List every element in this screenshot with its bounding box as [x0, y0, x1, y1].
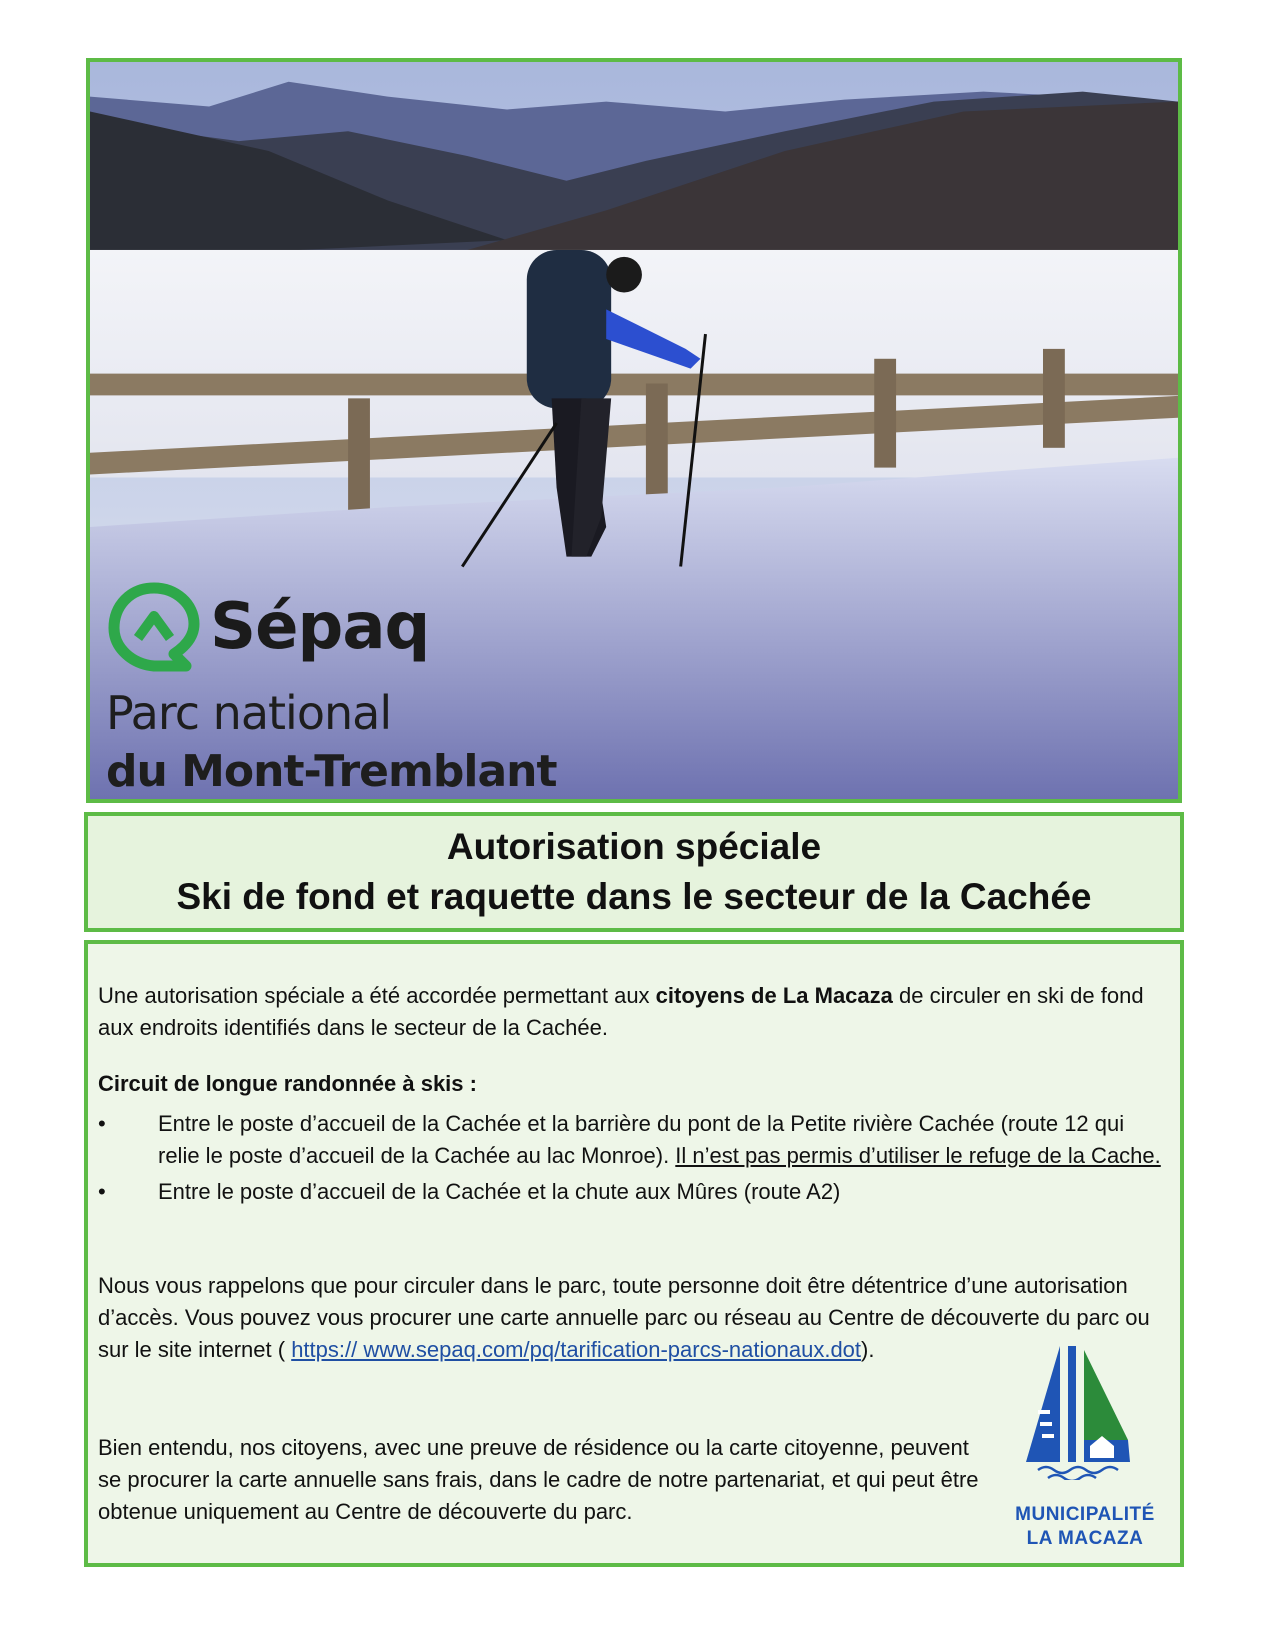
intro-paragraph	[98, 980, 1158, 1044]
refuge-warning: Il n’est pas permis d’utiliser le refuge de la Cache.	[675, 1143, 1161, 1168]
section-subheading: Circuit de longue randonnée à skis :	[98, 1071, 477, 1096]
intro-emphasis: citoyens de La Macaza	[655, 983, 893, 1008]
la-macaza-logo-icon	[1018, 1340, 1138, 1480]
access-text: Nous vous rappelons que pour circuler dans le parc, toute personne doit être détentrice d’une autorisation d’accès. Vous pouvez vous procurer une carte annuelle parc ou réseau au Centre de découverte du parc ou sur le site internet (	[98, 1273, 1150, 1362]
title-banner	[84, 812, 1184, 932]
trail-list	[98, 1108, 1168, 1212]
list-item-text: Entre le poste d’accueil de la Cachée et la barrière du pont de la Petite rivière Cachée (route 12 qui relie le poste d’accueil de la Cachée au lac Monroe).	[158, 1111, 1125, 1168]
sepaq-brand	[106, 582, 429, 672]
access-text-end: ).	[861, 1337, 875, 1362]
sepaq-pricing-link[interactable]: https:// www.sepaq.com/pq/tarification-parcs-nationaux.dot	[291, 1337, 862, 1362]
intro-text-end: de circuler en ski de fond aux endroits identifiés dans le secteur de la Cachée.	[98, 983, 1144, 1040]
access-paragraph	[98, 1270, 1158, 1366]
municipality-name	[1010, 1503, 1160, 1551]
municipality-line1: MUNICIPALITÉ	[1015, 1504, 1155, 1525]
bullet-icon: •	[98, 1179, 106, 1204]
intro-text-start: Une autorisation spéciale a été accordée permettant aux	[98, 983, 656, 1008]
title-line1: Autorisation spéciale	[446, 826, 822, 868]
title-line2: Ski de fond et raquette dans le secteur de la Cachée	[176, 876, 1092, 917]
sepaq-wordmark: Sépaq	[210, 590, 430, 664]
bullet-icon: •	[98, 1111, 106, 1136]
list-item-text: Entre le poste d’accueil de la Cachée et la chute aux Mûres (route A2)	[158, 1179, 841, 1204]
sepaq-logo-icon	[106, 582, 202, 672]
park-name-line1: Parc national	[106, 686, 392, 740]
list-item	[98, 1176, 1168, 1208]
park-name-line2: du Mont-Tremblant	[106, 746, 557, 797]
municipality-line2: LA MACAZA	[1026, 1528, 1144, 1549]
citizen-paragraph: Bien entendu, nos citoyens, avec une preuve de résidence ou la carte citoyenne, peuvent se procurer la carte annuelle sans frais, dans le cadre de notre partenariat, et qui peut être obtenue uniquement au Centre de découverte du parc.	[98, 1435, 979, 1524]
list-item	[98, 1108, 1168, 1172]
